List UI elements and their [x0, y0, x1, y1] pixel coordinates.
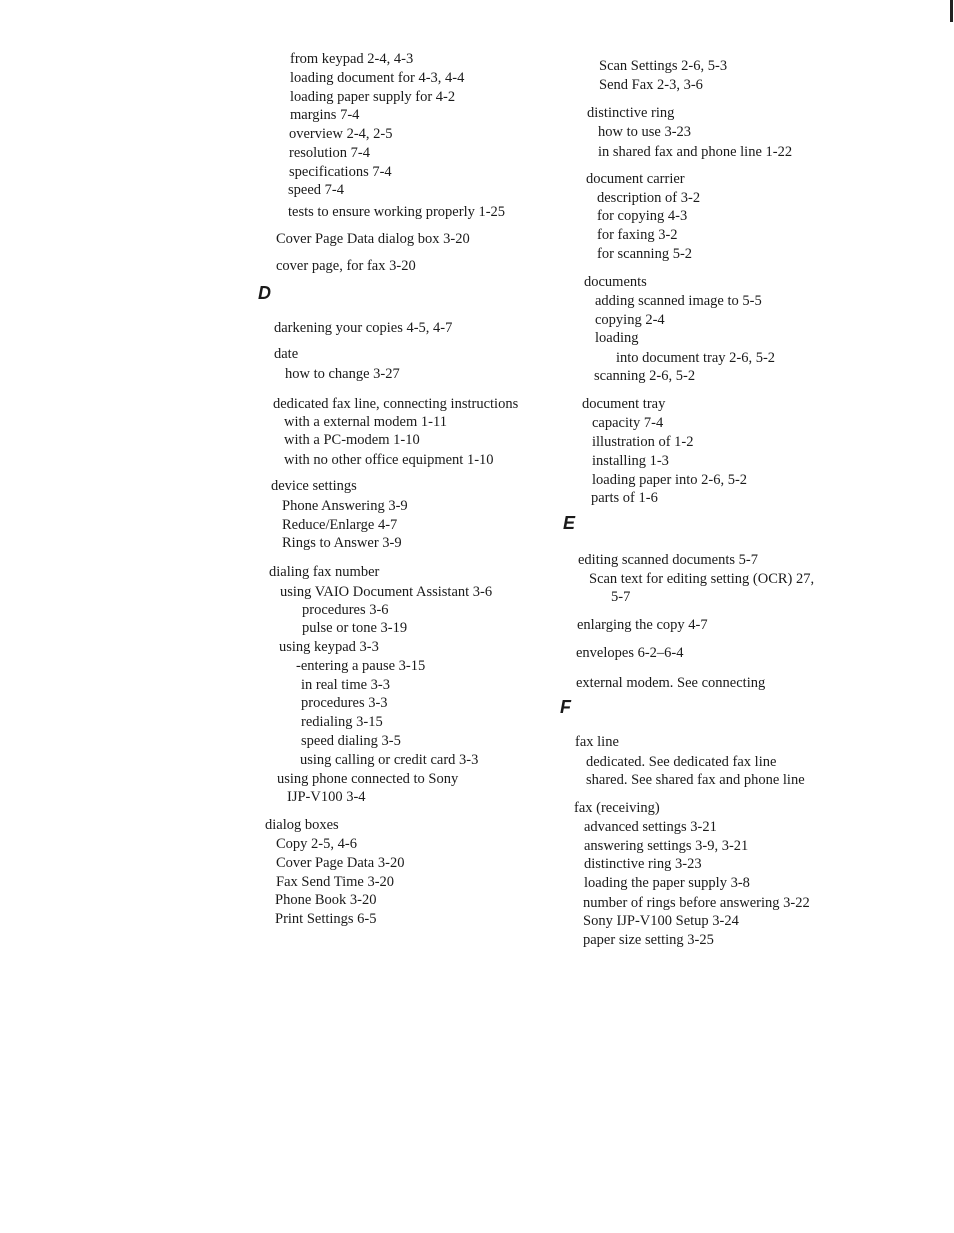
index-entry: external modem. See connecting — [576, 675, 766, 691]
index-entry: Cover Page Data dialog box 3-20 — [276, 231, 470, 247]
index-subentry: advanced settings 3-21 — [584, 819, 717, 835]
index-entry: cover page, for fax 3-20 — [276, 258, 416, 274]
index-entry: device settings — [271, 478, 357, 494]
index-entry: darkening your copies 4-5, 4-7 — [274, 320, 453, 336]
index-subentry: Phone Book 3-20 — [275, 892, 377, 908]
index-subentry: Reduce/Enlarge 4-7 — [282, 517, 398, 533]
index-subentry: how to use 3-23 — [598, 124, 692, 140]
section-letter-f: F — [560, 697, 571, 717]
index-subsubentry: -entering a pause 3-15 — [296, 658, 426, 674]
index-subsubentry: redialing 3-15 — [301, 714, 383, 730]
index-subentry: paper size setting 3-25 — [583, 932, 714, 948]
index-subentry: with no other office equipment 1-10 — [284, 452, 494, 468]
index-subentry: loading — [595, 330, 639, 346]
index-subentry: using phone connected to Sony — [277, 771, 459, 787]
index-subsubentry: in real time 3-3 — [301, 677, 390, 693]
index-subentry: copying 2-4 — [595, 312, 665, 328]
index-subentry: distinctive ring 3-23 — [584, 856, 702, 872]
index-subentry: loading the paper supply 3-8 — [584, 875, 750, 891]
index-subentry: for faxing 3-2 — [597, 227, 678, 243]
index-subentry: for copying 4-3 — [597, 208, 688, 224]
index-subentry: dedicated. See dedicated fax line — [586, 754, 777, 770]
index-entry: fax (receiving) — [574, 800, 660, 816]
index-subentry: scanning 2-6, 5-2 — [594, 368, 696, 384]
index-subentry: loading document for 4-3, 4-4 — [290, 70, 465, 86]
index-subentry: specifications 7-4 — [289, 164, 392, 180]
index-subentry: using VAIO Document Assistant 3-6 — [280, 584, 493, 600]
index-subentry: in shared fax and phone line 1-22 — [598, 144, 793, 160]
index-subsubentry: using calling or credit card 3-3 — [300, 752, 479, 768]
index-entry: distinctive ring — [587, 105, 675, 121]
index-entry: documents — [584, 274, 647, 290]
index-subentry: illustration of 1-2 — [592, 434, 694, 450]
index-entry: document tray — [582, 396, 666, 412]
index-subentry-continued: IJP-V100 3-4 — [287, 789, 366, 805]
index-entry: date — [274, 346, 299, 362]
index-subentry: overview 2-4, 2-5 — [289, 126, 393, 142]
index-subentry: Rings to Answer 3-9 — [282, 535, 402, 551]
index-subentry: Scan text for editing setting (OCR) 27, — [589, 571, 815, 587]
index-entry: envelopes 6-2–6-4 — [576, 645, 684, 661]
index-entry: editing scanned documents 5-7 — [578, 552, 758, 568]
index-subentry: Scan Settings 2-6, 5-3 — [599, 58, 728, 74]
index-subentry: Cover Page Data 3-20 — [276, 855, 405, 871]
section-letter-d: D — [258, 283, 271, 303]
index-subsubentry: procedures 3-6 — [302, 602, 389, 618]
index-subentry: using keypad 3-3 — [279, 639, 379, 655]
index-subentry: resolution 7-4 — [289, 145, 370, 161]
index-entry: dialog boxes — [265, 817, 339, 833]
index-subsubentry: pulse or tone 3-19 — [302, 620, 408, 636]
index-entry: dialing fax number — [269, 564, 380, 580]
scan-edge-mark — [950, 0, 953, 22]
index-subsubentry: into document tray 2-6, 5-2 — [616, 350, 776, 366]
index-subentry: from keypad 2-4, 4-3 — [290, 51, 414, 67]
index-subentry: adding scanned image to 5-5 — [595, 293, 762, 309]
index-subentry: installing 1-3 — [592, 453, 669, 469]
index-subentry: loading paper supply for 4-2 — [290, 89, 456, 105]
index-subentry: number of rings before answering 3-22 — [583, 895, 810, 911]
index-subentry: Phone Answering 3-9 — [282, 498, 408, 514]
index-subentry-continued: 5-7 — [611, 589, 631, 605]
index-subentry: Fax Send Time 3-20 — [276, 874, 395, 890]
index-subentry: shared. See shared fax and phone line — [586, 772, 805, 788]
index-entry: document carrier — [586, 171, 685, 187]
index-entry: fax line — [575, 734, 619, 750]
index-subentry: Print Settings 6-5 — [275, 911, 377, 927]
index-subentry: Send Fax 2-3, 3-6 — [599, 77, 703, 93]
index-subentry: Copy 2-5, 4-6 — [276, 836, 357, 852]
index-entry: dedicated fax line, connecting instructions — [273, 396, 519, 412]
section-letter-e: E — [563, 513, 576, 533]
index-subentry: for scanning 5-2 — [597, 246, 693, 262]
index-subentry: parts of 1-6 — [591, 490, 658, 506]
index-subsubentry: speed dialing 3-5 — [301, 733, 401, 749]
index-subsubentry: procedures 3-3 — [301, 695, 388, 711]
index-subentry: description of 3-2 — [597, 190, 701, 206]
index-subentry: how to change 3-27 — [285, 366, 400, 382]
index-subentry: with a PC-modem 1-10 — [284, 432, 420, 448]
index-subentry: tests to ensure working properly 1-25 — [288, 204, 506, 220]
index-subentry: answering settings 3-9, 3-21 — [584, 838, 749, 854]
index-subentry: with a external modem 1-11 — [284, 414, 447, 430]
index-subentry: Sony IJP-V100 Setup 3-24 — [583, 913, 739, 929]
index-subentry: margins 7-4 — [290, 107, 360, 123]
index-subentry: loading paper into 2-6, 5-2 — [592, 472, 748, 488]
index-entry: enlarging the copy 4-7 — [577, 617, 708, 633]
index-subentry: speed 7-4 — [288, 182, 344, 198]
index-subentry: capacity 7-4 — [592, 415, 664, 431]
